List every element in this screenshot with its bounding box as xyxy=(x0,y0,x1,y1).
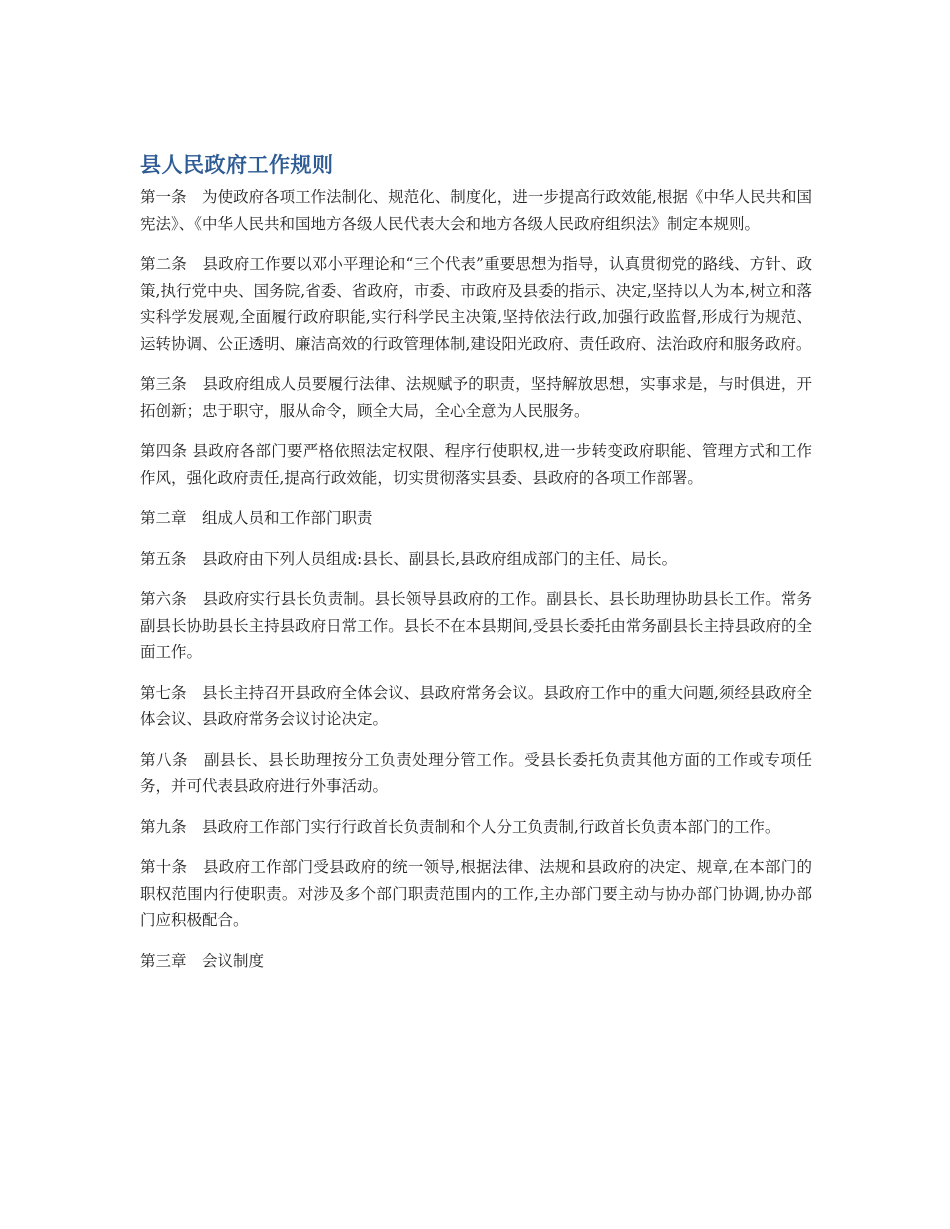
article-3: 第三条 县政府组成人员要履行法律、法规赋予的职责，坚持解放思想，实事求是，与时俱进，开拓创新；忠于职守，服从命令，顾全大局，全心全意为人民服务。 xyxy=(140,375,812,420)
article-5: 第五条 县政府由下列人员组成:县长、副县长,县政府组成部门的主任、局长。 xyxy=(140,549,678,568)
chapter-2-heading: 第二章 组成人员和工作部门职责 xyxy=(140,509,373,527)
article-6: 第六条 县政府实行县长负责制。县长领导县政府的工作。副县长、县长助理协助县长工作。常务副县长协助县长主持县政府日常工作。县长不在本县期间,受县长委托由常务副县长主持县政府的全面工作。 xyxy=(140,590,812,661)
article-9: 第九条 县政府工作部门实行行政首长负责制和个人分工负责制,行政首长负责本部门的工作。 xyxy=(140,817,781,836)
document-page xyxy=(140,146,812,988)
article-1: 第一条 为使政府各项工作法制化、规范化、制度化，进一步提高行政效能,根据《中华人民共和国宪法》、《中华人民共和国地方各级人民代表大会和地方各级人民政府组织法》制定本规则。 xyxy=(140,188,812,233)
document-title: 县人民政府工作规则 xyxy=(140,153,334,177)
article-8: 第八条 副县长、县长助理按分工负责处理分管工作。受县长委托负责其他方面的工作或专项任务，并可代表县政府进行外事活动。 xyxy=(140,750,812,795)
article-10: 第十条 县政府工作部门受县政府的统一领导,根据法律、法规和县政府的决定、规章,在本部门的职权范围内行使职责。对涉及多个部门职责范围内的工作,主办部门要主动与协办部门协调,协办部门应积极配合。 xyxy=(140,858,812,929)
chapter-3-heading: 第三章 会议制度 xyxy=(140,951,265,970)
article-4: 第四条 县政府各部门要严格依照法定权限、程序行使职权,进一步转变政府职能、管理方式和工作作风，强化政府责任,提高行政效能，切实贯彻落实县委、县政府的各项工作部署。 xyxy=(140,442,812,487)
article-2: 第二条 县政府工作要以邓小平理论和“三个代表”重要思想为指导，认真贯彻党的路线、方针、政策,执行党中央、国务院,省委、省政府，市委、市政府及县委的指示、决定,坚持以人为本,树立和落实科学发展观,全面履行政府职能,实行科学民主决策,坚持依法行政,加强行政监督,形成行为规范、运转协调、公正透明、廉洁高效的行政管理体制,建设阳光政府、责任政府、法治政府和服务政府。 xyxy=(140,255,812,353)
article-7: 第七条 县长主持召开县政府全体会议、县政府常务会议。县政府工作中的重大问题,须经县政府全体会议、县政府常务会议讨论决定。 xyxy=(140,683,812,728)
